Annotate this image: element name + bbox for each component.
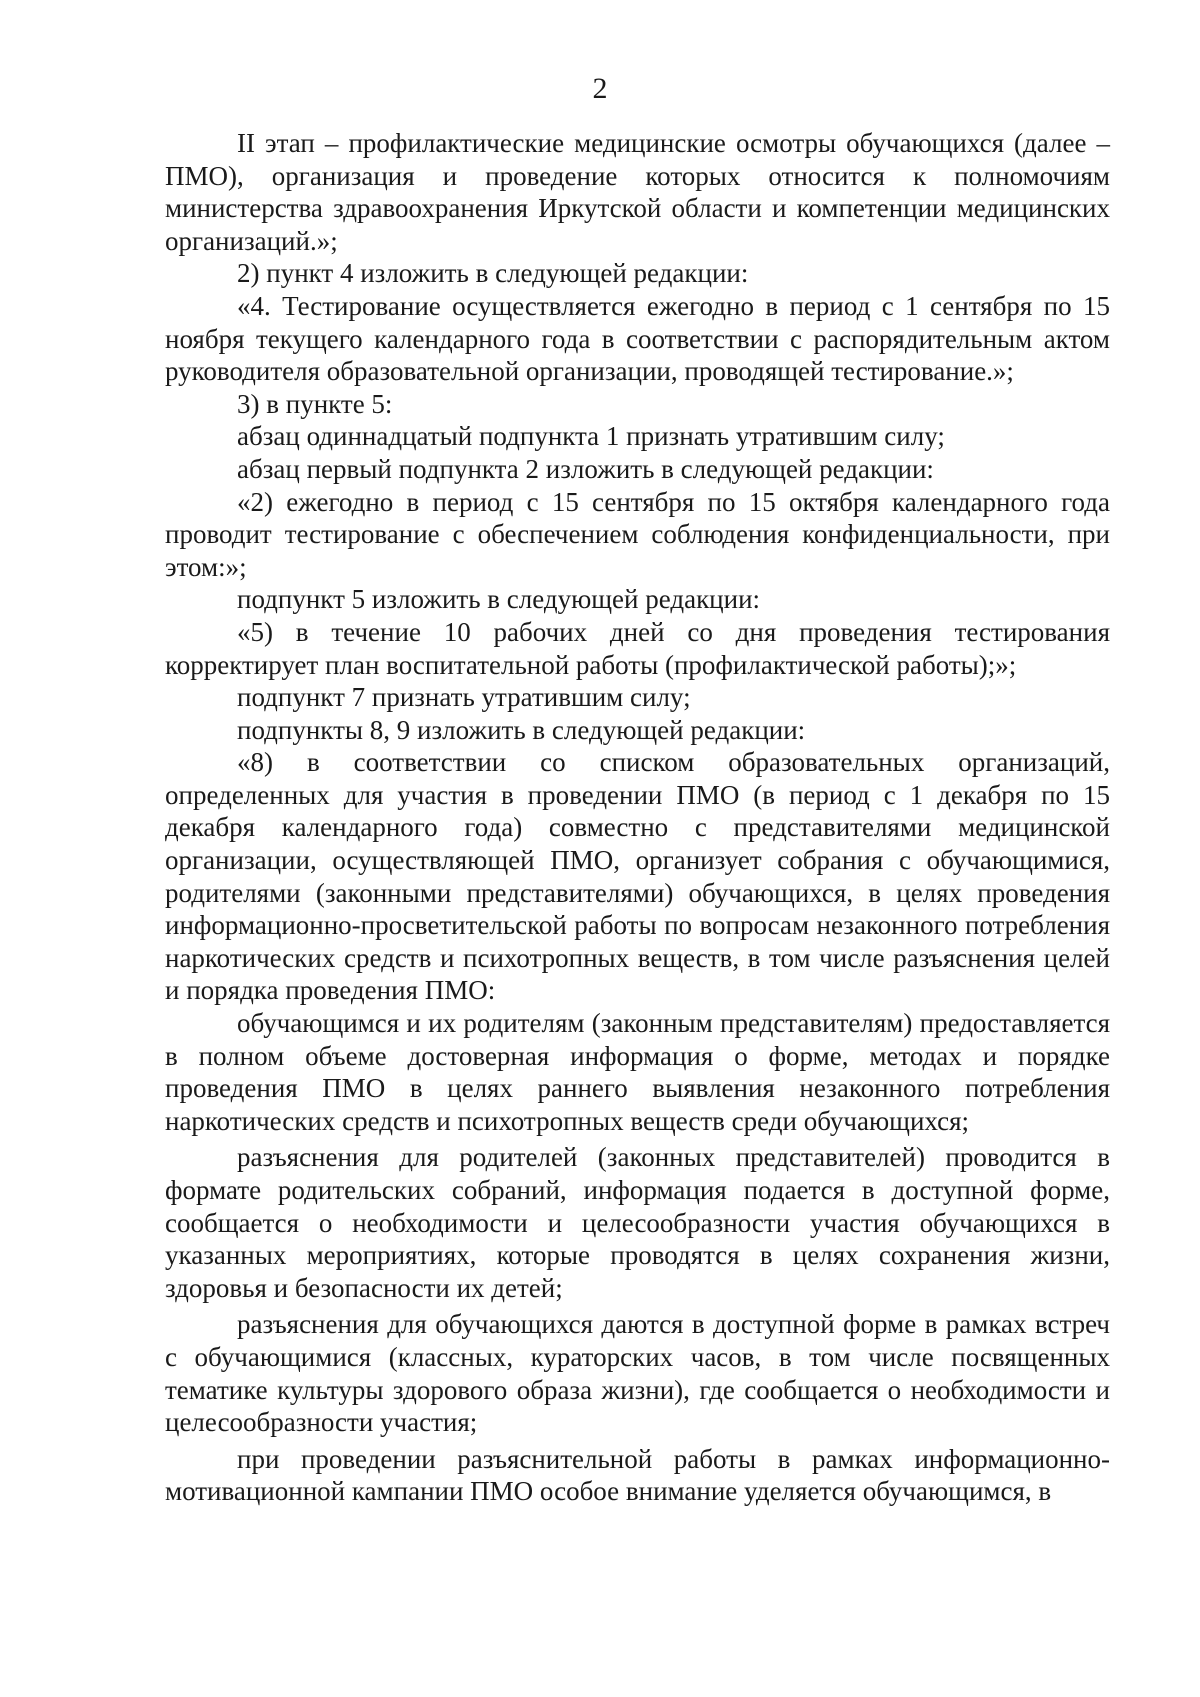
paragraph: разъяснения для родителей (законных представителей) проводится в формате родительских собраний, информация подается в доступной форме, сообщается о необходимости и целесообразности участия обучающихся в указанных мероприятиях, которые проводятся в целях сохранения жизни, здоровья и безопасности их детей;: [165, 1142, 1110, 1303]
paragraph: разъяснения для обучающихся даются в доступной форме в рамках встреч с обучающимися (классных, кураторских часов, в том числе посвященных тематике культуры здорового образа жизни), где сообщается о необходимости и целесообразности участия;: [165, 1309, 1110, 1438]
paragraph: подпункт 7 признать утратившим силу;: [237, 682, 691, 713]
page-number: 2: [592, 72, 608, 105]
paragraph: «8) в соответствии со списком образовательных организаций, определенных для участия в проведении ПМО (в период с 1 декабря по 15 декабря календарного года) совместно с представителями медицинской организации, осуществляющей ПМО, организует собрания с обучающимися, родителями (законными представителями) обучающихся, в целях проведения информационно-просветительской работы по вопросам незаконного потребления наркотических средств и психотропных веществ, в том числе разъяснения целей и порядка проведения ПМО:: [165, 747, 1110, 1006]
paragraph: абзац одиннадцатый подпункта 1 признать утратившим силу;: [237, 421, 945, 452]
paragraph: обучающимся и их родителям (законным представителям) предоставляется в полном объеме достоверная информация о форме, методах и порядке проведения ПМО в целях раннего выявления незаконного потребления наркотических средств и психотропных веществ среди обучающихся;: [165, 1008, 1110, 1136]
paragraph: 3) в пункте 5:: [237, 388, 393, 419]
paragraph: подпункты 8, 9 изложить в следующей редакции:: [237, 714, 806, 745]
paragraph: 2) пункт 4 изложить в следующей редакции:: [237, 258, 749, 289]
paragraph: подпункт 5 изложить в следующей редакции:: [237, 584, 761, 615]
paragraph: при проведении разъяснительной работы в рамках информационно-мотивационной кампании ПМО особое внимание уделяется обучающимся, в: [165, 1443, 1110, 1507]
paragraph: «2) ежегодно в период с 15 сентября по 15 октября календарного года проводит тестирование с обеспечением соблюдения конфиденциальности, при этом:»;: [165, 486, 1110, 582]
paragraph: «4. Тестирование осуществляется ежегодно в период с 1 сентября по 15 ноября текущего календарного года в соответствии с распорядительным актом руководителя образовательной организации, проводящей тестирование.»;: [165, 290, 1110, 387]
paragraph: II этап – профилактические медицинские осмотры обучающихся (далее – ПМО), организация и проведение которых относится к полномочиям министерства здравоохранения Иркутской области и компетенции медицинских организаций.»;: [165, 128, 1110, 256]
paragraph: абзац первый подпункта 2 изложить в следующей редакции:: [237, 453, 934, 484]
document-body: [165, 127, 1110, 1508]
paragraph: «5) в течение 10 рабочих дней со дня проведения тестирования корректирует план воспитательной работы (профилактической работы);»;: [165, 616, 1110, 680]
